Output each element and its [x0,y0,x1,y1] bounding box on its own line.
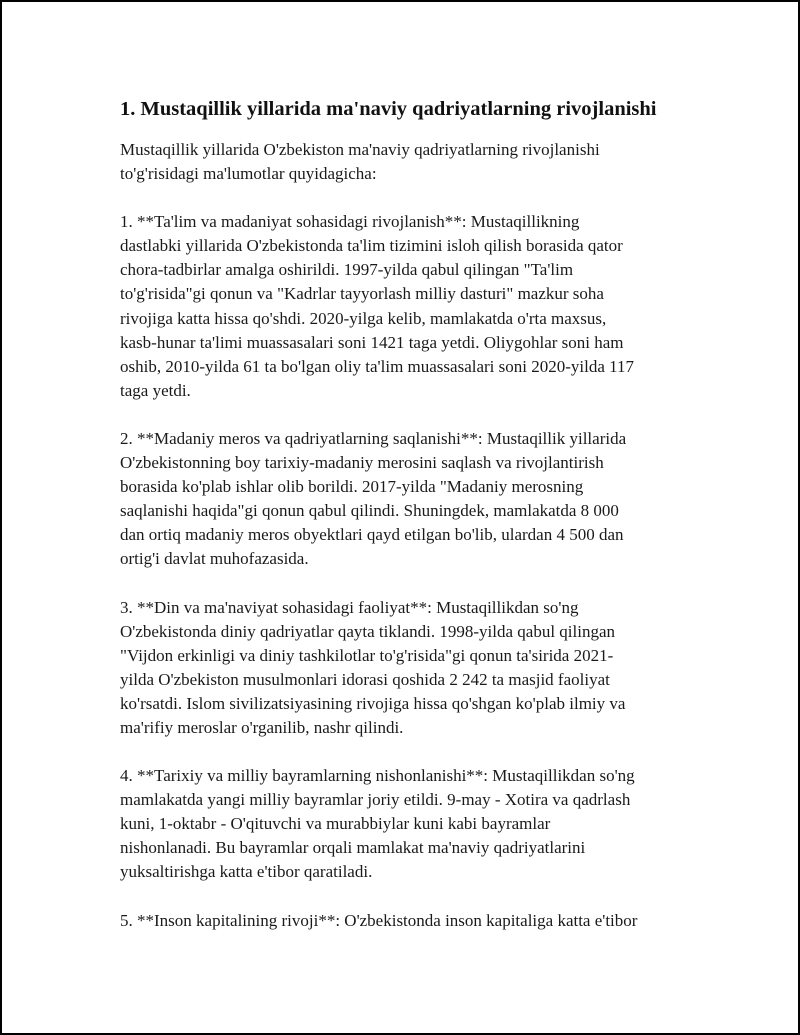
text-line: chora-tadbirlar amalga oshirildi. 1997-yilda qabul qilingan "Ta'lim [120,260,574,280]
paragraph-religion [120,596,680,741]
text-line: 1. **Ta'lim va madaniyat sohasidagi rivojlanish**: Mustaqillikning [120,212,580,232]
text-line: 2. **Madaniy meros va qadriyatlarning saqlanishi**: Mustaqillik yillarida [120,428,627,448]
paragraph-holidays [120,764,680,884]
text-line: taga yetdi. [120,380,191,400]
text-line: ko'rsatdi. Islom sivilizatsiyasining rivojiga hissa qo'shgan ko'plab ilmiy va [120,693,626,713]
text-line: mamlakatda yangi milliy bayramlar joriy etildi. 9-may - Xotira va qadrlash [120,790,631,810]
text-line: to'g'risidagi ma'lumotlar quyidagicha: [120,164,377,184]
text-line: dastlabki yillarida O'zbekistonda ta'lim tizimini isloh qilish borasida qator [120,236,623,256]
paragraph-education [120,210,680,403]
text-line: 5. **Inson kapitalining rivoji**: O'zbekistonda inson kapitaliga katta e'tibor [120,910,638,930]
paragraph-heritage [120,427,680,572]
text-line: to'g'risida"gi qonun va "Kadrlar tayyorlash milliy dasturi" mazkur soha [120,284,604,304]
document-title: 1. Mustaqillik yillarida ma'naviy qadriyatlarning rivojlanishi [120,98,657,120]
text-line: ma'rifiy meroslar o'rganilib, nashr qilindi. [120,717,404,737]
text-line: kuni, 1-oktabr - O'qituvchi va murabbiylar kuni kabi bayramlar [120,814,551,834]
text-line: borasida ko'plab ishlar olib borildi. 2017-yilda "Madaniy merosning [120,477,584,497]
text-line: yuksaltirishga katta e'tibor qaratiladi. [120,862,373,882]
text-line: O'zbekistonda diniy qadriyatlar qayta tiklandi. 1998-yilda qabul qilingan [120,621,616,641]
text-line: "Vijdon erkinligi va diniy tashkilotlar to'g'risida"gi qonun ta'sirida 2021- [120,645,614,665]
text-line: 3. **Din va ma'naviyat sohasidagi faoliyat**: Mustaqillikdan so'ng [120,597,579,617]
paragraph-human-capital [120,909,680,933]
text-line: 4. **Tarixiy va milliy bayramlarning nishonlanishi**: Mustaqillikdan so'ng [120,766,635,786]
intro-paragraph [120,138,680,186]
text-line: kasb-hunar ta'limi muassasalari soni 1421 taga yetdi. Oliygohlar soni ham [120,332,624,352]
text-line: yilda O'zbekiston musulmonlari idorasi qoshida 2 242 ta masjid faoliyat [120,669,610,689]
text-line: dan ortiq madaniy meros obyektlari qayd etilgan bo'lib, ulardan 4 500 dan [120,525,624,545]
text-line: Mustaqillik yillarida O'zbekiston ma'naviy qadriyatlarning rivojlanishi [120,140,600,159]
text-line: nishonlanadi. Bu bayramlar orqali mamlakat ma'naviy qadriyatlarini [120,838,586,858]
text-line: rivojiga katta hissa qo'shdi. 2020-yilga kelib, mamlakatda o'rta maxsus, [120,308,607,328]
text-line: ortig'i davlat muhofazasida. [120,549,309,569]
document-body [120,95,680,957]
text-line: saqlanishi haqida"gi qonun qabul qilindi. Shuningdek, mamlakatda 8 000 [120,501,619,521]
text-line: oshib, 2010-yilda 61 ta bo'lgan oliy ta'lim muassasalari soni 2020-yilda 117 [120,356,635,376]
text-line: O'zbekistonning boy tarixiy-madaniy merosini saqlash va rivojlantirish [120,453,604,473]
